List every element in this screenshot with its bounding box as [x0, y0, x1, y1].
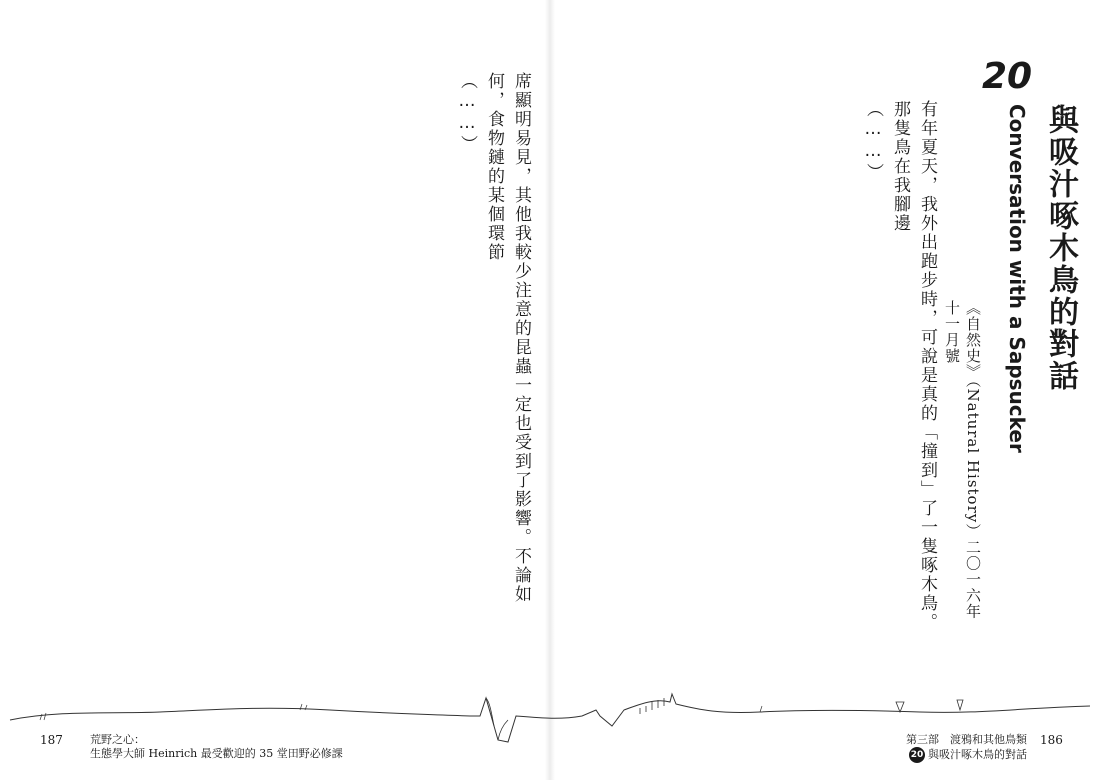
left-running-head	[90, 733, 343, 761]
right-page-body-text: 有年夏天，我外出跑步時，可說是真的「撞到」了一隻啄木鳥。那隻鳥在我腳邊 （……）	[863, 100, 937, 632]
right-running-head-line2-row	[906, 747, 1027, 763]
right-page-number: 186	[1040, 733, 1063, 747]
left-page-number: 187	[40, 733, 63, 747]
source-citation: 《自然史》（Natural History）二〇一六年十一月號	[943, 300, 982, 620]
right-page	[550, 0, 1100, 780]
left-running-head-line1: 荒野之心：	[90, 733, 145, 746]
left-running-head-line2: 生態學大師 Heinrich 最受歡迎的 35 堂田野必修課	[90, 747, 343, 760]
left-page-body-text: 席顯明易見，其他我較少注意的昆蟲一定也受到了影響。不論如何，食物鏈的某個環節 （……）	[457, 72, 531, 604]
right-running-head-line2: 與吸汁啄木鳥的對話	[928, 748, 1027, 761]
chapter-title-chinese: 與吸汁啄木鳥的對話	[1043, 104, 1078, 392]
chapter-number: 20	[982, 56, 1033, 97]
chapter-badge: 20	[909, 747, 925, 763]
right-running-head	[906, 733, 1027, 763]
right-running-head-line1: 第三部 渡鴉和其他鳥類	[906, 733, 1027, 746]
chapter-title-english: Conversation with a Sapsucker	[1005, 104, 1029, 453]
